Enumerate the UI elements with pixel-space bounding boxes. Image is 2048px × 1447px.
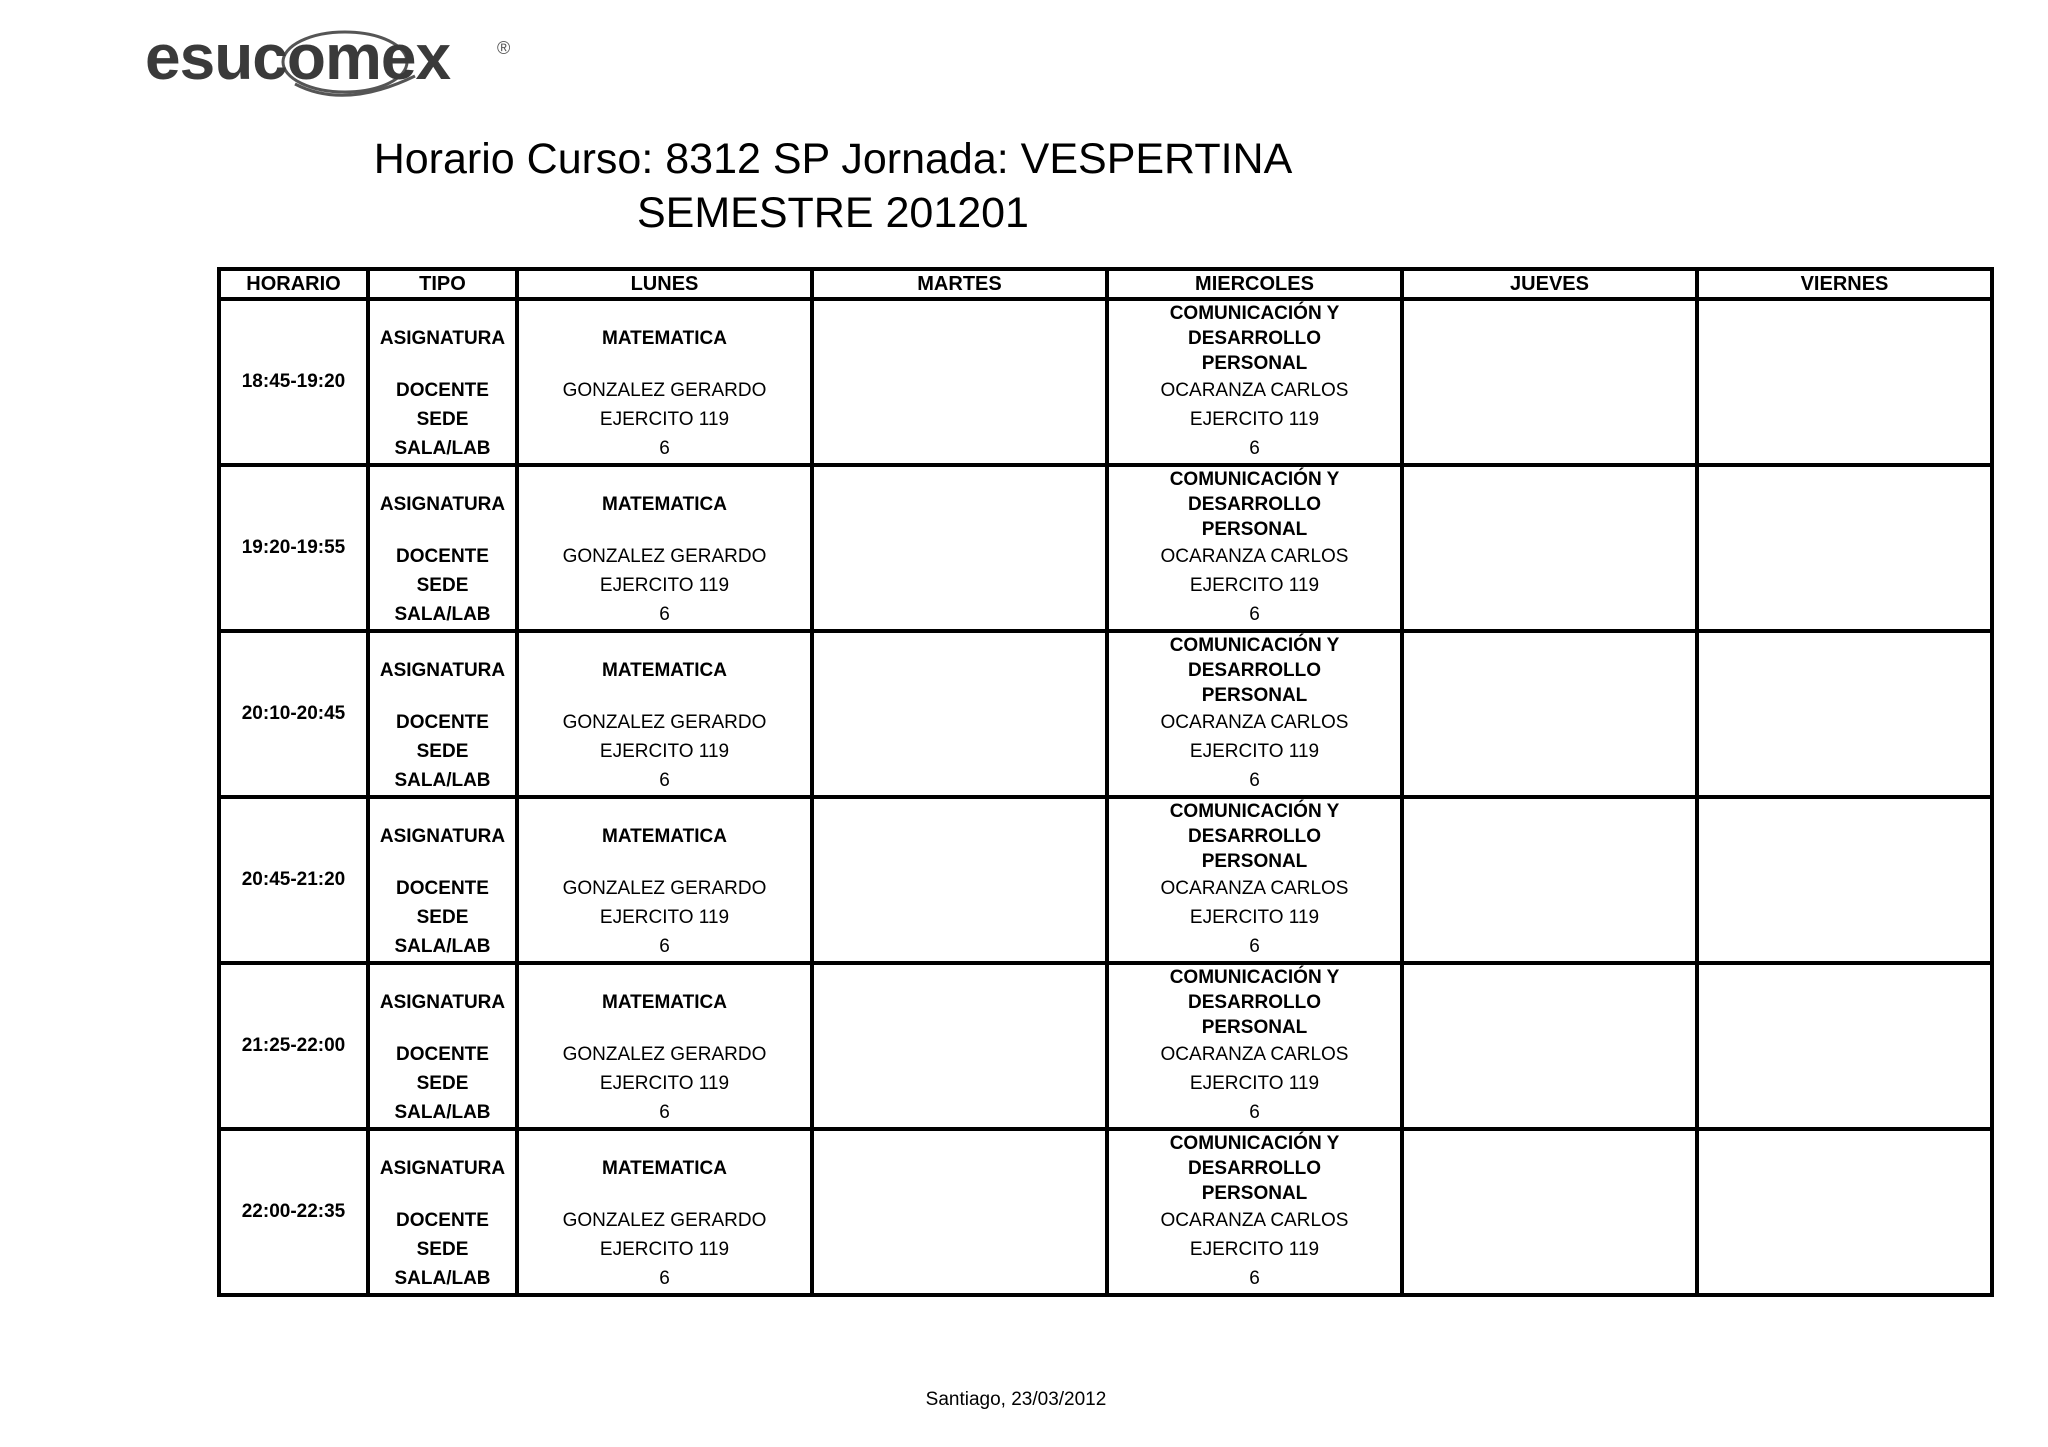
jueves-cell (1402, 571, 1697, 600)
tipo-label: ASIGNATURA (368, 465, 517, 542)
esucomex-logo (145, 14, 525, 100)
lunes-cell: MATEMATICA (517, 1129, 812, 1206)
tipo-label: SALA/LAB (368, 932, 517, 963)
header-viernes: VIERNES (1697, 269, 1992, 299)
schedule-row (219, 299, 1992, 376)
jueves-cell (1402, 542, 1697, 571)
viernes-cell (1697, 903, 1992, 932)
schedule-row (219, 1129, 1992, 1206)
viernes-cell (1697, 405, 1992, 434)
martes-cell (812, 766, 1107, 797)
schedule-row (219, 465, 1992, 542)
schedule-row (219, 797, 1992, 874)
viernes-cell (1697, 737, 1992, 766)
header-row (219, 269, 1992, 299)
schedule-row (219, 571, 1992, 600)
martes-cell (812, 708, 1107, 737)
tipo-label: SEDE (368, 571, 517, 600)
tipo-label: ASIGNATURA (368, 1129, 517, 1206)
jueves-cell (1402, 903, 1697, 932)
tipo-label: DOCENTE (368, 874, 517, 903)
miercoles-cell: COMUNICACIÓN Y DESARROLLO PERSONAL (1107, 963, 1402, 1040)
viernes-cell (1697, 1069, 1992, 1098)
martes-cell (812, 1264, 1107, 1295)
miercoles-cell: OCARANZA CARLOS (1107, 1206, 1402, 1235)
lunes-cell: MATEMATICA (517, 631, 812, 708)
lunes-cell: EJERCITO 119 (517, 1069, 812, 1098)
lunes-cell: 6 (517, 932, 812, 963)
time-slot-cell: 19:20-19:55 (219, 465, 368, 631)
martes-cell (812, 797, 1107, 874)
schedule-row (219, 874, 1992, 903)
header-jueves: JUEVES (1402, 269, 1697, 299)
tipo-label: DOCENTE (368, 708, 517, 737)
miercoles-cell: 6 (1107, 1098, 1402, 1129)
jueves-cell (1402, 465, 1697, 542)
martes-cell (812, 571, 1107, 600)
jueves-cell (1402, 1235, 1697, 1264)
schedule-row (219, 631, 1992, 708)
schedule-row (219, 1098, 1992, 1129)
miercoles-cell: EJERCITO 119 (1107, 1235, 1402, 1264)
viernes-cell (1697, 797, 1992, 874)
jueves-cell (1402, 1098, 1697, 1129)
jueves-cell (1402, 1264, 1697, 1295)
tipo-label: SEDE (368, 1069, 517, 1098)
tipo-label: DOCENTE (368, 542, 517, 571)
martes-cell (812, 600, 1107, 631)
logo-text: esucomex (145, 21, 451, 93)
viernes-cell (1697, 571, 1992, 600)
miercoles-cell: EJERCITO 119 (1107, 571, 1402, 600)
jueves-cell (1402, 376, 1697, 405)
tipo-label: SEDE (368, 737, 517, 766)
miercoles-cell: OCARANZA CARLOS (1107, 542, 1402, 571)
jueves-cell (1402, 1040, 1697, 1069)
martes-cell (812, 1040, 1107, 1069)
viernes-cell (1697, 299, 1992, 376)
header-horario: HORARIO (219, 269, 368, 299)
miercoles-cell: 6 (1107, 434, 1402, 465)
title-line-1: Horario Curso: 8312 SP Jornada: VESPERTINA (373, 135, 1293, 183)
martes-cell (812, 405, 1107, 434)
martes-cell (812, 376, 1107, 405)
miercoles-cell: OCARANZA CARLOS (1107, 1040, 1402, 1069)
miercoles-cell: 6 (1107, 1264, 1402, 1295)
jueves-cell (1402, 631, 1697, 708)
martes-cell (812, 1069, 1107, 1098)
header-lunes: LUNES (517, 269, 812, 299)
miercoles-cell: EJERCITO 119 (1107, 405, 1402, 434)
viernes-cell (1697, 1235, 1992, 1264)
jueves-cell (1402, 708, 1697, 737)
jueves-cell (1402, 600, 1697, 631)
martes-cell (812, 874, 1107, 903)
lunes-cell: GONZALEZ GERARDO (517, 874, 812, 903)
martes-cell (812, 631, 1107, 708)
jueves-cell (1402, 737, 1697, 766)
lunes-cell: MATEMATICA (517, 465, 812, 542)
viernes-cell (1697, 1206, 1992, 1235)
jueves-cell (1402, 932, 1697, 963)
schedule-row (219, 963, 1992, 1040)
jueves-cell (1402, 797, 1697, 874)
jueves-cell (1402, 434, 1697, 465)
schedule-table (217, 267, 1994, 1297)
viernes-cell (1697, 766, 1992, 797)
miercoles-cell: OCARANZA CARLOS (1107, 874, 1402, 903)
schedule-row (219, 932, 1992, 963)
lunes-cell: GONZALEZ GERARDO (517, 1040, 812, 1069)
schedule-row (219, 737, 1992, 766)
martes-cell (812, 932, 1107, 963)
martes-cell (812, 903, 1107, 932)
header-martes: MARTES (812, 269, 1107, 299)
jueves-cell (1402, 766, 1697, 797)
miercoles-cell: 6 (1107, 766, 1402, 797)
tipo-label: ASIGNATURA (368, 963, 517, 1040)
viernes-cell (1697, 434, 1992, 465)
viernes-cell (1697, 932, 1992, 963)
lunes-cell: 6 (517, 1264, 812, 1295)
lunes-cell: GONZALEZ GERARDO (517, 376, 812, 405)
lunes-cell: EJERCITO 119 (517, 1235, 812, 1264)
schedule-row (219, 405, 1992, 434)
schedule-row (219, 1235, 1992, 1264)
lunes-cell: MATEMATICA (517, 299, 812, 376)
tipo-label: DOCENTE (368, 1206, 517, 1235)
lunes-cell: MATEMATICA (517, 963, 812, 1040)
footer-date: Santiago, 23/03/2012 (925, 1389, 1107, 1410)
martes-cell (812, 737, 1107, 766)
viernes-cell (1697, 1264, 1992, 1295)
martes-cell (812, 1206, 1107, 1235)
schedule-row (219, 542, 1992, 571)
miercoles-cell: EJERCITO 119 (1107, 737, 1402, 766)
lunes-cell: EJERCITO 119 (517, 903, 812, 932)
martes-cell (812, 963, 1107, 1040)
schedule-row (219, 1264, 1992, 1295)
tipo-label: DOCENTE (368, 1040, 517, 1069)
viernes-cell (1697, 600, 1992, 631)
lunes-cell: 6 (517, 766, 812, 797)
lunes-cell: EJERCITO 119 (517, 571, 812, 600)
jueves-cell (1402, 299, 1697, 376)
viernes-cell (1697, 1129, 1992, 1206)
viernes-cell (1697, 465, 1992, 542)
registered-mark: ® (497, 38, 511, 58)
tipo-label: SEDE (368, 903, 517, 932)
tipo-label: SEDE (368, 1235, 517, 1264)
viernes-cell (1697, 874, 1992, 903)
miercoles-cell: 6 (1107, 600, 1402, 631)
schedule-body (219, 299, 1992, 1295)
schedule-row (219, 1040, 1992, 1069)
tipo-label: ASIGNATURA (368, 299, 517, 376)
miercoles-cell: COMUNICACIÓN Y DESARROLLO PERSONAL (1107, 631, 1402, 708)
time-slot-cell: 22:00-22:35 (219, 1129, 368, 1295)
tipo-label: SALA/LAB (368, 1098, 517, 1129)
martes-cell (812, 1235, 1107, 1264)
schedule-row (219, 1206, 1992, 1235)
miercoles-cell: COMUNICACIÓN Y DESARROLLO PERSONAL (1107, 797, 1402, 874)
tipo-label: SEDE (368, 405, 517, 434)
martes-cell (812, 465, 1107, 542)
lunes-cell: 6 (517, 434, 812, 465)
schedule-row (219, 708, 1992, 737)
jueves-cell (1402, 405, 1697, 434)
tipo-label: SALA/LAB (368, 600, 517, 631)
schedule-row (219, 600, 1992, 631)
time-slot-cell: 21:25-22:00 (219, 963, 368, 1129)
miercoles-cell: OCARANZA CARLOS (1107, 376, 1402, 405)
martes-cell (812, 434, 1107, 465)
viernes-cell (1697, 542, 1992, 571)
miercoles-cell: COMUNICACIÓN Y DESARROLLO PERSONAL (1107, 465, 1402, 542)
tipo-label: SALA/LAB (368, 1264, 517, 1295)
time-slot-cell: 20:45-21:20 (219, 797, 368, 963)
martes-cell (812, 299, 1107, 376)
viernes-cell (1697, 1040, 1992, 1069)
miercoles-cell: OCARANZA CARLOS (1107, 708, 1402, 737)
lunes-cell: 6 (517, 600, 812, 631)
time-slot-cell: 20:10-20:45 (219, 631, 368, 797)
martes-cell (812, 1129, 1107, 1206)
miercoles-cell: COMUNICACIÓN Y DESARROLLO PERSONAL (1107, 1129, 1402, 1206)
lunes-cell: GONZALEZ GERARDO (517, 708, 812, 737)
viernes-cell (1697, 376, 1992, 405)
tipo-label: ASIGNATURA (368, 631, 517, 708)
viernes-cell (1697, 963, 1992, 1040)
jueves-cell (1402, 874, 1697, 903)
tipo-label: SALA/LAB (368, 434, 517, 465)
schedule-row (219, 903, 1992, 932)
header-miercoles: MIERCOLES (1107, 269, 1402, 299)
miercoles-cell: COMUNICACIÓN Y DESARROLLO PERSONAL (1107, 299, 1402, 376)
lunes-cell: 6 (517, 1098, 812, 1129)
miercoles-cell: EJERCITO 119 (1107, 1069, 1402, 1098)
time-slot-cell: 18:45-19:20 (219, 299, 368, 465)
jueves-cell (1402, 1206, 1697, 1235)
lunes-cell: EJERCITO 119 (517, 737, 812, 766)
jueves-cell (1402, 1129, 1697, 1206)
jueves-cell (1402, 1069, 1697, 1098)
header-tipo: TIPO (368, 269, 517, 299)
schedule-row (219, 1069, 1992, 1098)
lunes-cell: MATEMATICA (517, 797, 812, 874)
viernes-cell (1697, 1098, 1992, 1129)
lunes-cell: EJERCITO 119 (517, 405, 812, 434)
title-line-2: SEMESTRE 201201 (637, 189, 1029, 237)
lunes-cell: GONZALEZ GERARDO (517, 1206, 812, 1235)
martes-cell (812, 1098, 1107, 1129)
page-title (193, 132, 1473, 240)
tipo-label: SALA/LAB (368, 766, 517, 797)
miercoles-cell: EJERCITO 119 (1107, 903, 1402, 932)
viernes-cell (1697, 631, 1992, 708)
miercoles-cell: 6 (1107, 932, 1402, 963)
schedule-row (219, 766, 1992, 797)
schedule-row (219, 434, 1992, 465)
jueves-cell (1402, 963, 1697, 1040)
tipo-label: DOCENTE (368, 376, 517, 405)
tipo-label: ASIGNATURA (368, 797, 517, 874)
lunes-cell: GONZALEZ GERARDO (517, 542, 812, 571)
schedule-row (219, 376, 1992, 405)
viernes-cell (1697, 708, 1992, 737)
martes-cell (812, 542, 1107, 571)
